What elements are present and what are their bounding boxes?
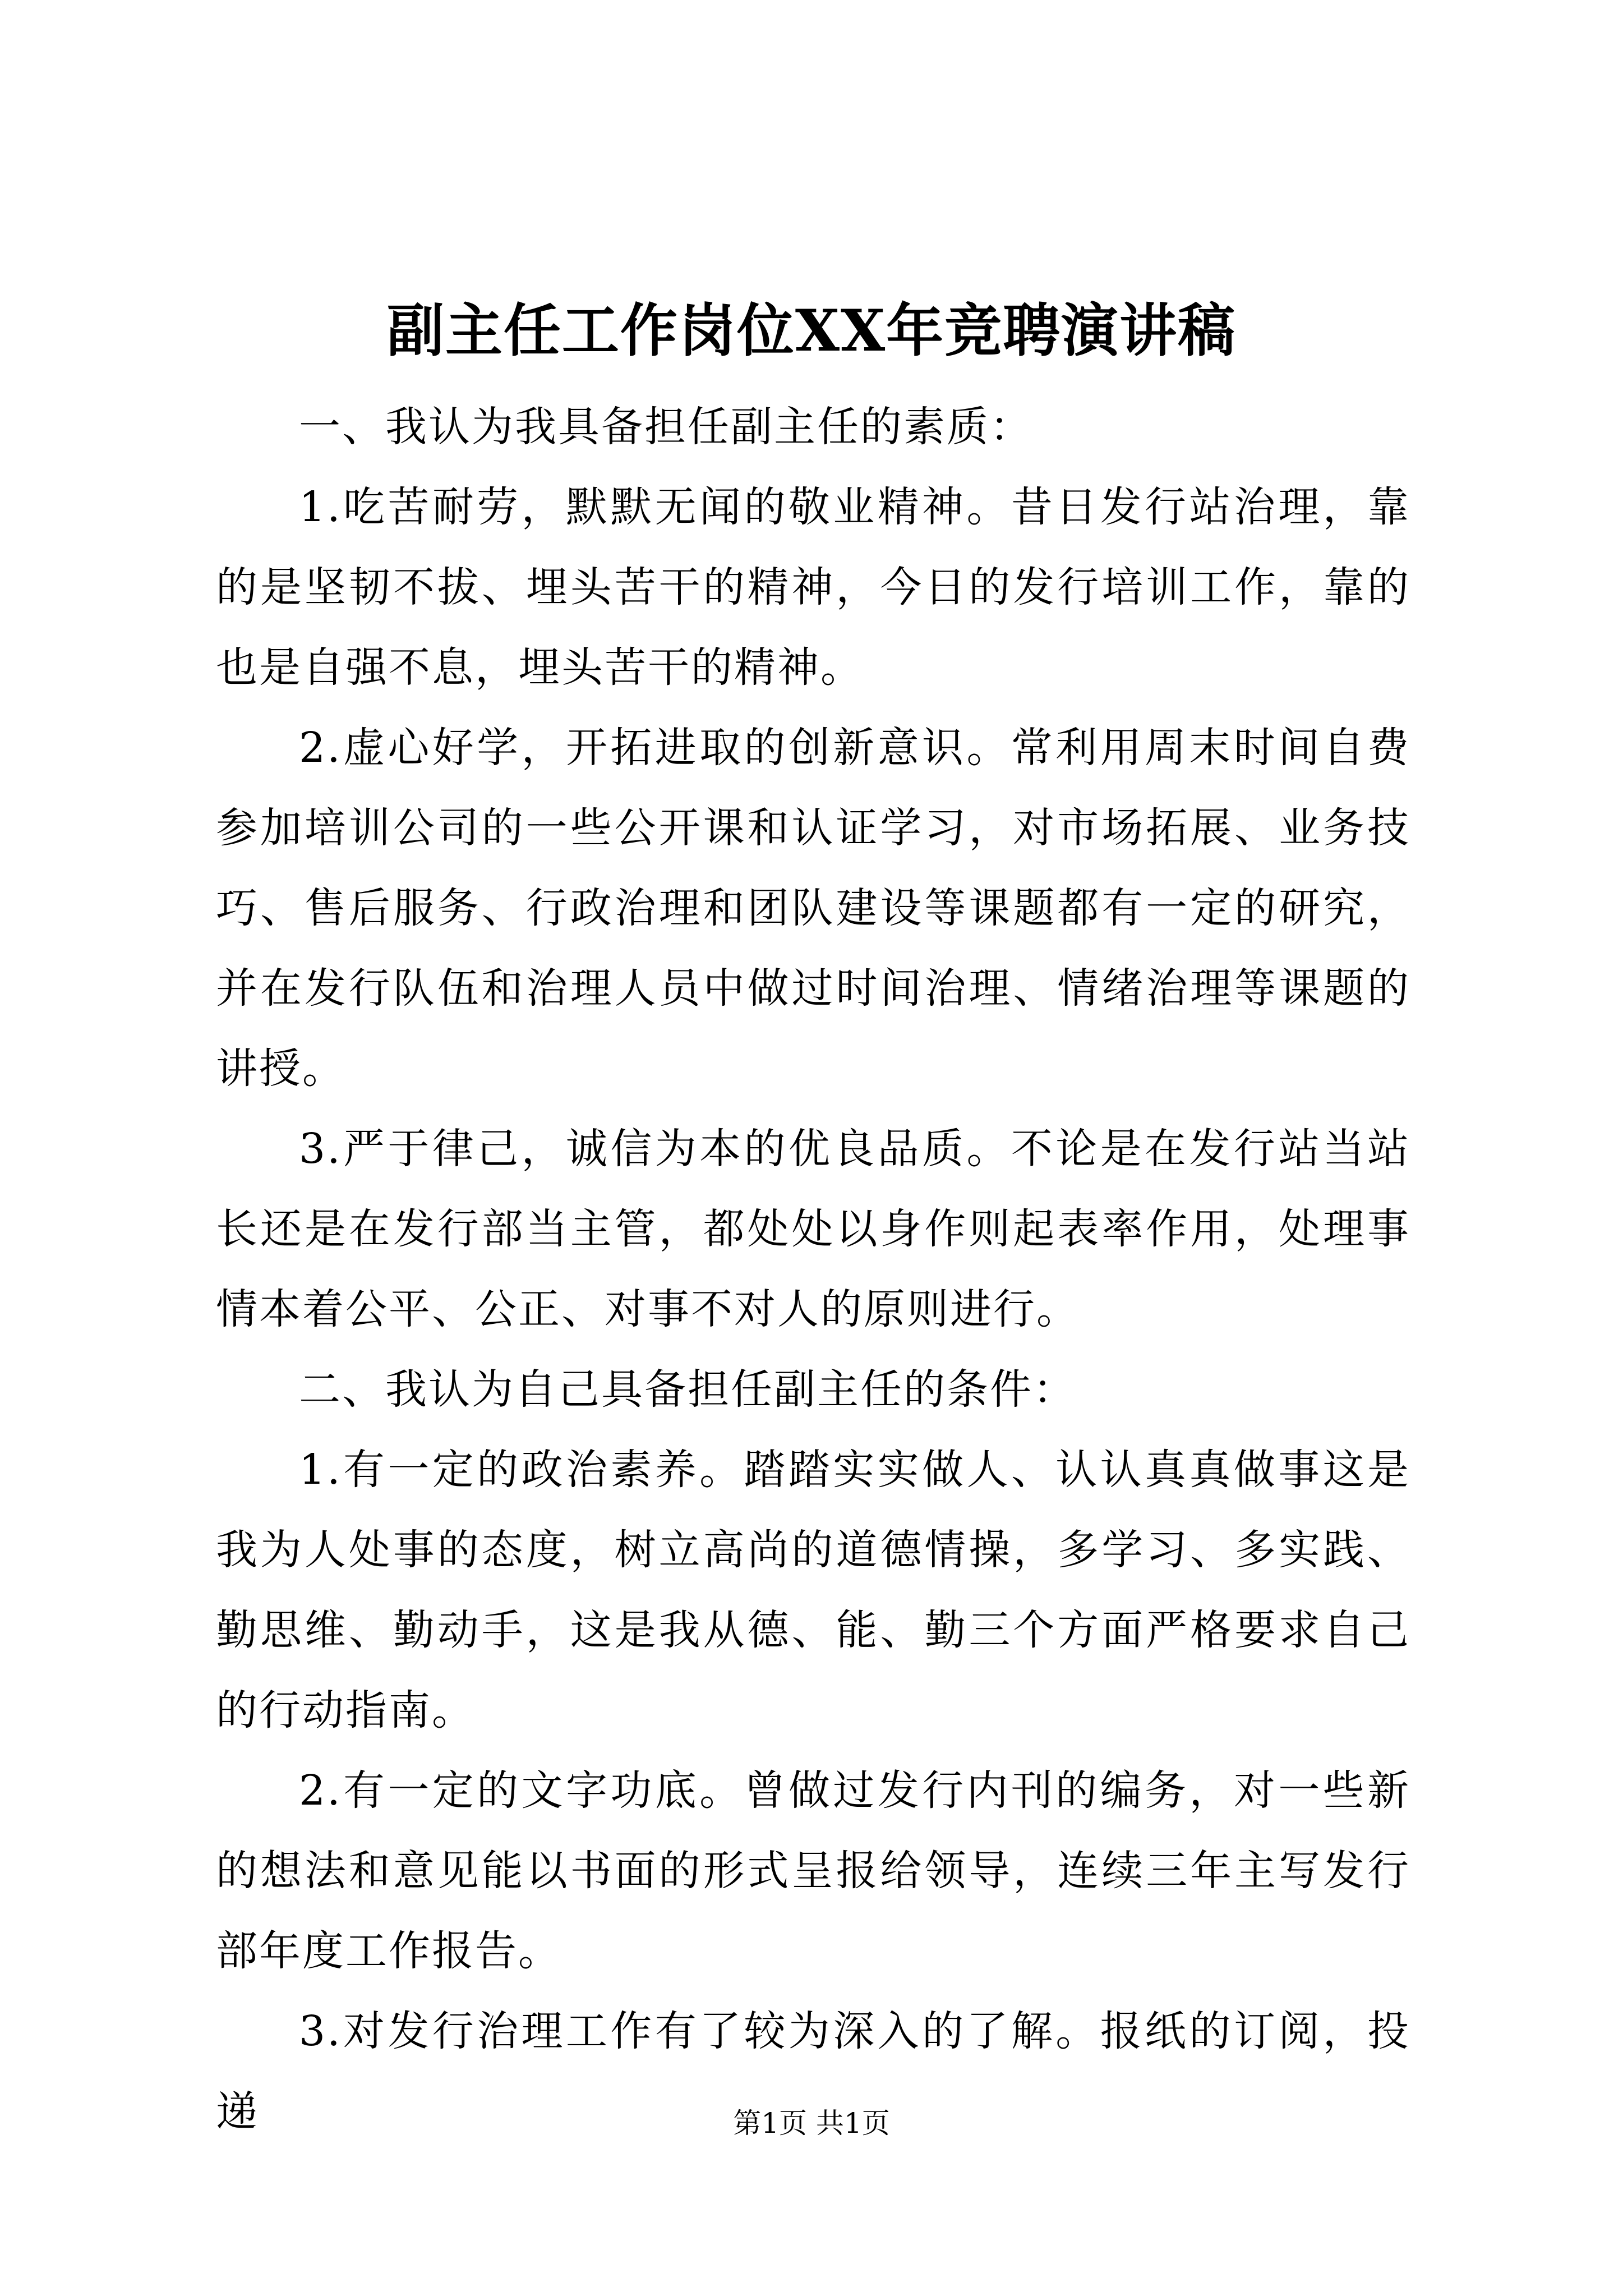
paragraph-condition-3: 3.对发行治理工作有了较为深入的了解。报纸的订阅，投递	[216, 2007, 1410, 2136]
document-body	[216, 387, 1410, 2152]
paragraph-quality-3: 3.严于律己，诚信为本的优良品质。不论是在发行站当站长还是在发行部当主管，都处处以身作则起表率作用，处理事情本着公平、公正、对事不对人的原则进行。	[216, 1125, 1410, 1333]
paragraph-quality-1: 1.吃苦耐劳，默默无闻的敬业精神。昔日发行站治理，靠的是坚韧不拔、埋头苦干的精神，今日的发行培训工作，靠的也是自强不息，埋头苦干的精神。	[216, 483, 1410, 692]
paragraph-condition-1: 1.有一定的政治素养。踏踏实实做人、认认真真做事这是我为人处事的态度，树立高尚的道德情操，多学习、多实践、勤思维、勤动手，这是我从德、能、勤三个方面严格要求自己的行动指南。	[216, 1446, 1410, 1734]
page-footer: 第1页 共1页	[733, 2107, 890, 2139]
section-heading-2: 二、我认为自己具备担任副主任的条件：	[299, 1365, 1076, 1414]
document-title: 副主任工作岗位XX年竞聘演讲稿	[386, 297, 1237, 365]
paragraph-condition-2: 2.有一定的文字功底。曾做过发行内刊的编务，对一些新的想法和意见能以书面的形式呈报给领导，连续三年主写发行部年度工作报告。	[216, 1766, 1410, 1975]
paragraph-quality-2: 2.虚心好学，开拓进取的创新意识。常利用周末时间自费参加培训公司的一些公开课和认证学习，对市场拓展、业务技巧、售后服务、行政治理和团队建设等课题都有一定的研究，并在发行队伍和治理人员中做过时间治理、情绪治理等课题的讲授。	[216, 724, 1410, 1093]
section-heading-1: 一、我认为我具备担任副主任的素质：	[299, 403, 1033, 451]
